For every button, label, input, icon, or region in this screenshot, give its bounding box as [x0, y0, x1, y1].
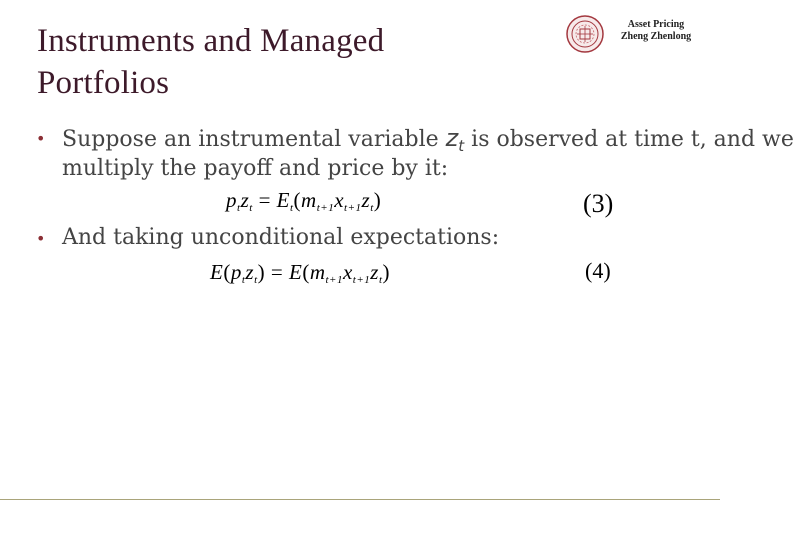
bullet-2-text: And taking unconditional expectations:: [62, 225, 500, 250]
bullet-marker: •: [36, 229, 46, 248]
footer-divider: [0, 499, 720, 500]
page-title: Instruments and Managed Portfolios: [37, 23, 385, 101]
author-name: Zheng Zhenlong: [620, 31, 692, 42]
equation-4-number: (4): [585, 258, 611, 283]
bullet-1-text-end: is observed at time t, and we: [471, 127, 794, 152]
university-seal-icon: [566, 15, 604, 53]
equation-3: $p_tz_t = E_t(m_{t+1}x_{t+1}z_t)$: [226, 188, 382, 214]
course-name: Asset Pricing: [627, 19, 685, 30]
bullet-1-line-2: multiply the payoff and price by it:: [62, 156, 449, 181]
bullet-marker: •: [36, 129, 46, 148]
equation-4: $E(p_tz_t) = E(m_{t+1}x_{t+1}z_t)$: [210, 260, 391, 286]
equation-3-number: (3): [583, 189, 614, 218]
header-meta: [612, 19, 700, 43]
inline-variable: $z_t$: [445, 124, 465, 155]
bullet-1-text-start: Suppose an instrumental variable: [62, 127, 439, 152]
